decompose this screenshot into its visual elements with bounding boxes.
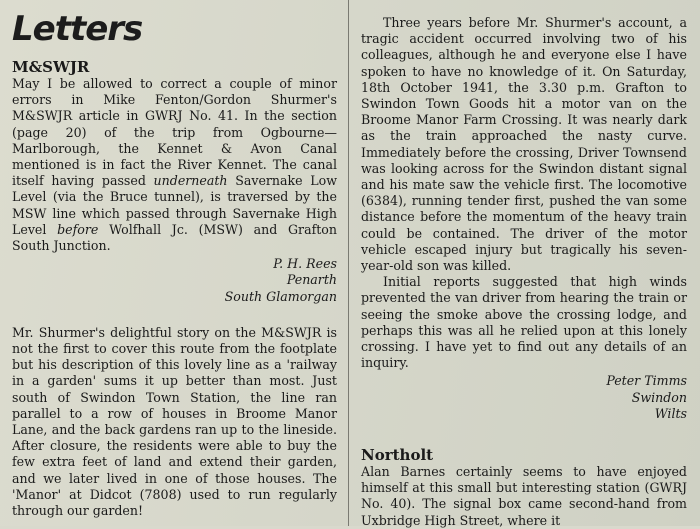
- signature-rees: [12, 256, 337, 305]
- signature-county: South Glamorgan: [224, 288, 337, 304]
- signature-county: Wilts: [654, 405, 687, 421]
- letter-heading-mswjr: M&SWJR: [12, 58, 90, 76]
- letter-heading-northolt: Northolt: [361, 446, 434, 465]
- signature-name: Peter Timms: [606, 373, 687, 389]
- letter-text-timms-p2: Three years before Mr. Shurmer's account, a tragic accident occurred involving two of his colleagues, although he and everyone else I have spoken to have no knowledge of it. On Saturday, 18th October 1941, the 3.30 p.m. Grafton to Swindon Town Goods hit a motor van on the Broome Manor Farm Crossing. It was nearly dark as the train approached the nasty curve. Immediately before the crossing, Driver Townsend was looking across for the Swindon distant signal and his mate saw the vehicle first. The locomotive (6384), running tender first, pushed the van some distance before the momentum of the heavy train could be contained. The driver of the motor vehicle escaped injury but tragically his seven-year-old son was killed.: [361, 15, 687, 274]
- column-divider: [348, 0, 349, 526]
- signature-timms: [361, 373, 687, 422]
- signature-town: Penarth: [286, 272, 337, 288]
- letter-text-barnes: Alan Barnes certainly seems to have enjoyed himself at this small but interesting station (GWRJ No. 40). The signal box came second-hand from Uxbridge High Street, where it: [361, 464, 687, 528]
- signature-name: P. H. Rees: [273, 256, 337, 272]
- page-title: Letters: [12, 9, 143, 49]
- letter-text-timms-p3: Initial reports suggested that high winds prevented the van driver from hearing the train or seeing the smoke above the crossing lodge, and perhaps this was all he relied upon at this lonely crossing. I have yet to find out any details of an inquiry.: [361, 274, 687, 371]
- signature-town: Swindon: [631, 389, 687, 405]
- letter-text-timms-p1: Mr. Shurmer's delightful story on the M&SWJR is not the first to cover this route from the footplate but his description of this lovely line as a 'railway in a garden' sums it up better than most. Just south of Swindon Town Station, the line ran parallel to a row of houses in Broome Manor Lane, and the back gardens ran up to the lineside. After closure, the residents were able to buy the few extra feet of land and extend their garden, and we later lived in one of those houses. The 'Manor' at Didcot (7808) used to run regularly through our garden!: [12, 324, 337, 519]
- letter-text-rees: May I be allowed to correct a couple of minor errors in Mike Fenton/Gordon Shurmer's M&SWJR article in GWRJ No. 41. In the section (page 20) of the trip from Ogbourne—Marlborough, the Kennet & Avon Canal mentioned is in fact the River Kennet. The canal itself having passed underneath Savernake Low Level (via the Bruce tunnel), is traversed by the MSW line which passed through Savernake High Level before Wolfhall Jc. (MSW) and Grafton South Junction.: [12, 76, 337, 254]
- right-column: [361, 15, 687, 529]
- left-column: [12, 6, 337, 519]
